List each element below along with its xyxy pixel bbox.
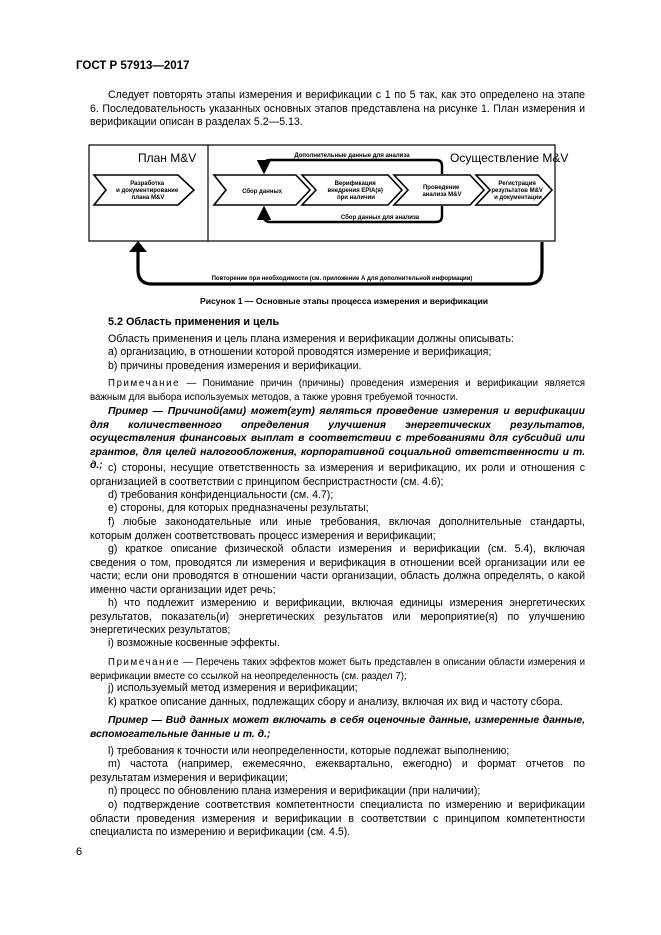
item-f: f) любые законодательные или иные требования, включая дополнительные стандарты, которым должен соответствовать процесс измерения и верификации; (90, 516, 585, 542)
bottom-arrow-label: Сбор данных для анализа (340, 215, 420, 221)
item-e: e) стороны, для которых предназначены результаты; (108, 502, 369, 514)
plan-title: План M&V (138, 151, 197, 165)
top-feedback-arrow (264, 160, 442, 174)
item-c: c) стороны, несущие ответственность за измерения и верификацию, их роли и отношения с организацией в соответствии с принципом беспристрастности (см. 4.6); (90, 462, 585, 488)
top-arrow-label: Дополнительные данные для анализа (294, 153, 410, 159)
collect-step-label: Сбор данных (242, 189, 282, 195)
page-number: 6 (76, 846, 83, 858)
item-o: o) подтверждение соответствия компетентности специалиста по измерению и верификации области проведения измерения и верификации в соответствии с принципом компетентности специалиста по измерению и верификации (см. 4.5). (90, 799, 585, 838)
section-p1: Область применения и цель плана измерения и верификации должны описывать: (108, 333, 514, 345)
process-diagram (80, 138, 570, 296)
section-title: 5.2 Область применения и цель (108, 316, 280, 328)
register-step-label: Регистрация результатов M&V и документации (491, 181, 543, 201)
example-2: Пример — Вид данных может включать в себя оценочные данные, измеренные данные, вспомогательные данные и т. д.; (90, 715, 585, 740)
item-k: k) краткое описание данных, подлежащих сбору и анализу, включая их вид и частоту сбора. (108, 696, 563, 708)
item-g: g) краткое описание физической области измерения и верификации (см. 5.4), включая сведения о том, проводятся ли измерения и верификация в отношении всей организации или ее части; если они проводятся в отношении части организации, область должна определять, о какой именно части организации идет речь; (90, 543, 585, 596)
item-j: j) используемый метод измерения и верификации; (108, 682, 358, 694)
note-1 (90, 377, 585, 404)
repeat-label: Повторение при необходимости (см. приложение А для дополнительной информации) (211, 276, 473, 282)
impl-title: Осуществление M&V (450, 151, 569, 165)
note-2-text: — Перечень таких эффектов может быть представлен в описании области измерения и верификации вместе со ссылкой на неопределенность (см. раздел 7); (90, 657, 585, 682)
note-1-label: Примечание (108, 378, 181, 389)
plan-step-label: Разработка и документирование плана M&V (116, 181, 179, 201)
repeat-arrowhead (129, 241, 147, 252)
note-2 (90, 656, 585, 683)
item-i: i) возможные косвенные эффекты. (108, 637, 280, 649)
item-l: l) требования к точности или неопределенности, которые подлежат выполнению; (108, 745, 510, 757)
item-a: а) организацию, в отношении которой проводятся измерение и верификация; (108, 346, 492, 358)
item-n: n) процесс по обновлению плана измерения и верификации (при наличии); (108, 785, 481, 797)
verify-step-label: Верификация внедрения ЕРІА(я) при наличии (327, 181, 383, 201)
item-d: d) требования конфиденциальности (см. 4.7); (108, 489, 334, 501)
document-header: ГОСТ Р 57913—2017 (76, 60, 190, 72)
note-1-text: — Понимание причин (причины) проведения измерения и верификации является важным для выбора используемых методов, а также уровня требуемой точности. (90, 378, 585, 403)
item-b: b) причины проведения измерения и верификации. (108, 360, 362, 372)
intro-paragraph: Следует повторять этапы измерения и верификации с 1 по 5 так, как это определено на этапе 6. Последовательность указанных основных этапов представлена на рисунке 1. План измерения и верификации описан в разделах 5.2—5.13. (90, 89, 585, 128)
note-2-label: Примечание (108, 657, 181, 668)
analysis-step-label: Проведение анализа M&V (422, 185, 462, 198)
item-m: m) частота (например, ежемесячно, ежеквартально, ежегодно) и формат отчетов по результатам измерения и верификации; (90, 758, 585, 784)
figure-caption: Рисунок 1 — Основные этапы процесса измерения и верификации (200, 296, 489, 306)
example-1: Пример — Причиной(ами) может(гут) являться проведение измерения и верификации для количественного определения улучшения энергетических результатов, осуществления финансовых выплат в соответствии с требованиями для субсидий или грантов, для целей налогообложения, корпоративной социальной ответственности и т. д.; (90, 406, 585, 471)
item-h: h) что подлежит измерению и верификации, включая единицы измерения энергетических результатов, показатель(и) энергетических результатов или мероприятие(я) по улучшению энергетических результатов; (90, 597, 585, 636)
